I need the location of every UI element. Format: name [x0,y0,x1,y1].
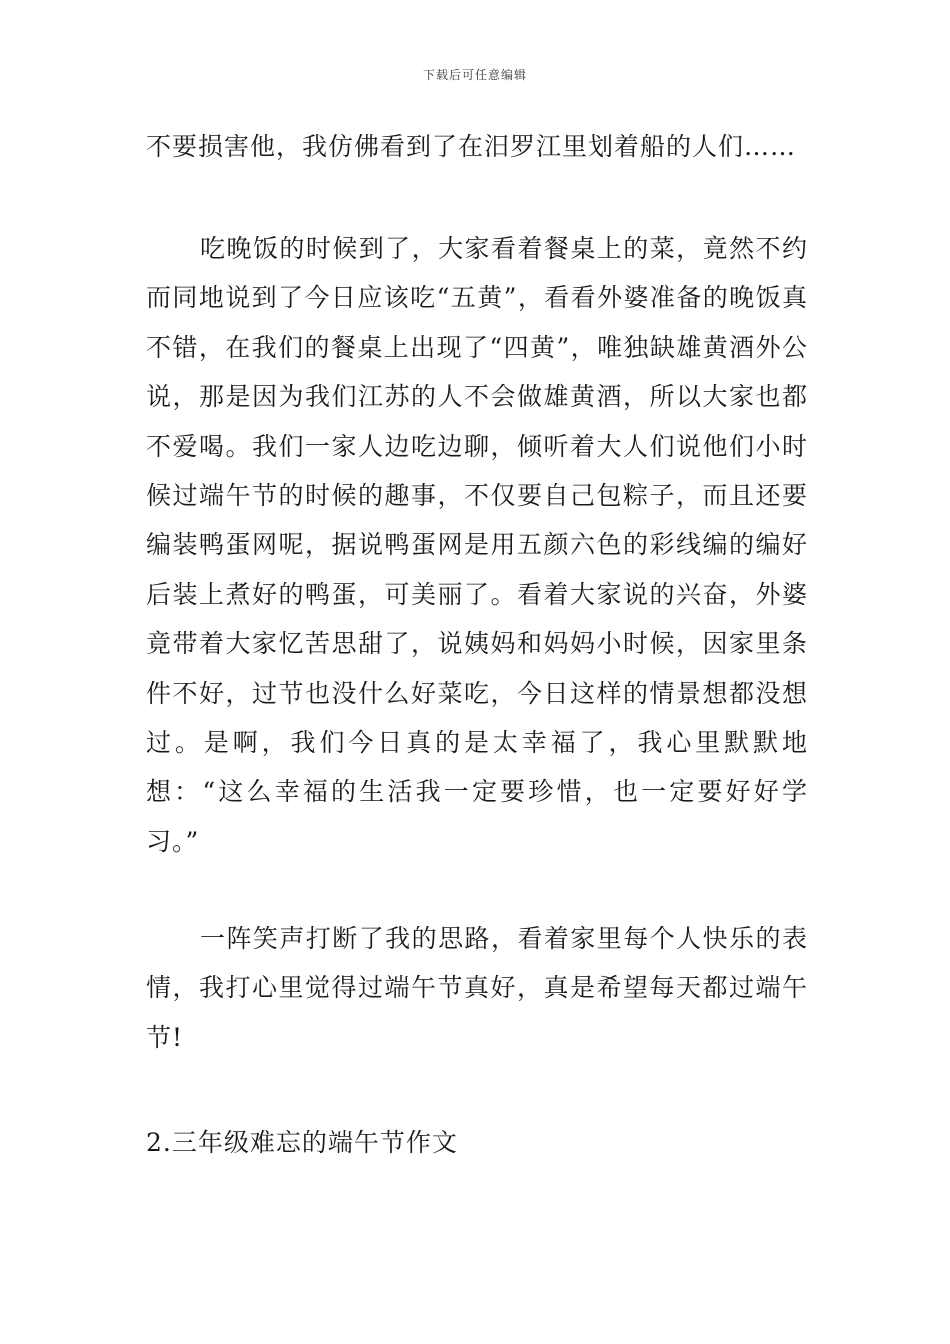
paragraph-continuation: 不要损害他，我仿佛看到了在汨罗江里划着船的人们…… [146,132,797,161]
paragraph-laughter: 一阵笑声打断了我的思路，看着家里每个人快乐的表情，我打心里觉得过端午节真好，真是希望每天都过端午节! [146,924,808,1052]
section-heading: 2.三年级难忘的端午节作文 [146,1128,458,1157]
paragraph-dinner: 吃晚饭的时候到了，大家看着餐桌上的菜，竟然不约而同地说到了今日应该吃“五黄”，看看外婆准备的晚饭真不错，在我们的餐桌上出现了“四黄”，唯独缺雄黄酒外公说，那是因为我们江苏的人不会做雄黄酒，所以大家也都不爱喝。我们一家人边吃边聊，倾听着大人们说他们小时候过端午节的时候的趣事，不仅要自己包粽子，而且还要编装鸭蛋网呢，据说鸭蛋网是用五颜六色的彩线编的编好后装上煮好的鸭蛋，可美丽了。看着大家说的兴奋，外婆竟带着大家忆苦思甜了，说姨妈和妈妈小时候，因家里条件不好，过节也没什么好菜吃，今日这样的情景想都没想过。是啊，我们今日真的是太幸福了，我心里默默地想：“这么幸福的生活我一定要珍惜，也一定要好好学习。” [146,234,808,856]
page-header: 下载后可任意编辑 [422,68,527,82]
